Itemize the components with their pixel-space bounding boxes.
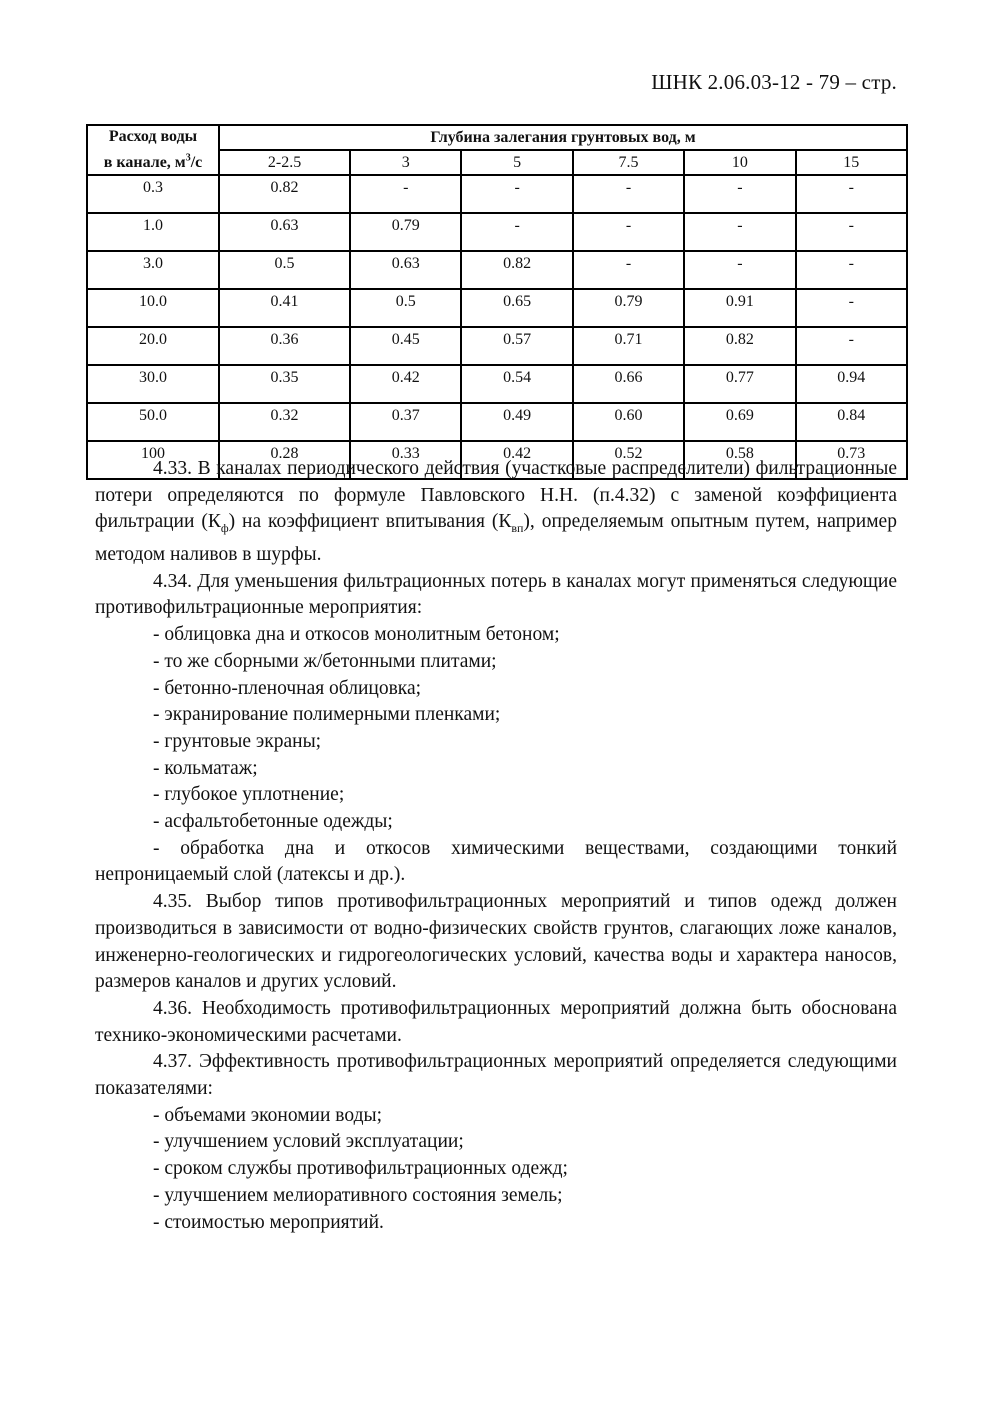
- list-item: - обработка дна и откосов химическими веществами, создающими тонкий непроницаемый слой (латексы и др.).: [95, 837, 897, 886]
- value-cell: -: [684, 175, 795, 213]
- value-cell: -: [573, 175, 684, 213]
- value-cell: 0.63: [219, 213, 350, 251]
- list-item: - стоимостью мероприятий.: [153, 1211, 384, 1233]
- value-cell: 0.79: [573, 289, 684, 327]
- flow-cell: 30.0: [87, 365, 219, 403]
- value-cell: 0.84: [796, 403, 907, 441]
- data-table: [86, 124, 908, 480]
- section-4-33: 4.33. В каналах периодического действия (участковые распределители) фильтрационные потери определяются по формуле Павловского Н.Н. (п.4.32) с заменой коэффициента фильтрации $(К_ф)$ на коэффициент впитывания $(К_{вп})$, определяемым опытным путем, например методом наливов в шурфы.: [95, 458, 897, 565]
- value-cell: 0.69: [684, 403, 795, 441]
- value-cell: -: [684, 251, 795, 289]
- table-header-row: [87, 125, 907, 150]
- value-cell: 0.32: [219, 403, 350, 441]
- value-cell: 0.36: [219, 327, 350, 365]
- list-item: - бетонно-пленочная облицовка;: [153, 677, 422, 699]
- value-cell: 0.71: [573, 327, 684, 365]
- value-cell: 0.58: [684, 441, 795, 479]
- value-cell: -: [684, 213, 795, 251]
- flow-cell: 0.3: [87, 175, 219, 213]
- value-cell: -: [796, 251, 907, 289]
- value-cell: -: [461, 175, 572, 213]
- indicators-list: [95, 1103, 897, 1237]
- section-4-34: 4.34. Для уменьшения фильтрационных потерь в каналах могут применяться следующие противофильтрационные мероприятия:: [95, 570, 897, 619]
- value-cell: 0.73: [796, 441, 907, 479]
- value-cell: 0.42: [461, 441, 572, 479]
- value-cell: -: [796, 175, 907, 213]
- value-cell: 0.82: [684, 327, 795, 365]
- section-4-36: 4.36. Необходимость противофильтрационных мероприятий должна быть обоснована технико-экономическими расчетами.: [95, 997, 897, 1046]
- column-header: 2-2.5: [219, 150, 350, 175]
- section-4-37: 4.37. Эффективность противофильтрационных мероприятий определяется следующими показателями:: [95, 1051, 897, 1100]
- list-item: - объемами экономии воды;: [153, 1104, 383, 1126]
- value-cell: 0.35: [219, 365, 350, 403]
- page-header: ШНК 2.06.03-12 - 79 – стр.: [651, 70, 897, 94]
- list-item: - кольматаж;: [153, 757, 258, 779]
- value-cell: 0.28: [219, 441, 350, 479]
- value-cell: 0.66: [573, 365, 684, 403]
- list-item: - облицовка дна и откосов монолитным бетоном;: [153, 624, 560, 646]
- value-cell: 0.57: [461, 327, 572, 365]
- flow-cell: 20.0: [87, 327, 219, 365]
- value-cell: 0.65: [461, 289, 572, 327]
- row-header-line1: Расход воды: [108, 128, 198, 145]
- column-header: 10: [684, 150, 795, 175]
- value-cell: 0.82: [461, 251, 572, 289]
- section-4-35: 4.35. Выбор типов противофильтрационных мероприятий и типов одежд должен производиться в зависимости от водно-физических свойств грунтов, слагающих ложе каналов, инженерно-геологических и гидрогеологических условий, качества воды и характера наносов, размеров каналов и других условий.: [95, 891, 897, 993]
- list-item: - улучшением мелиоративного состояния земель;: [153, 1184, 563, 1206]
- table-row: [87, 365, 907, 403]
- table-row: [87, 289, 907, 327]
- measures-list: [95, 622, 897, 889]
- value-cell: 0.5: [219, 251, 350, 289]
- document-body: [95, 456, 897, 1236]
- value-cell: 0.94: [796, 365, 907, 403]
- table-row: [87, 403, 907, 441]
- group-header-cell: Глубина залегания грунтовых вод, м: [219, 125, 907, 150]
- list-item: - сроком службы противофильтрационных одежд;: [153, 1158, 568, 1180]
- value-cell: 0.63: [350, 251, 461, 289]
- column-header: 3: [350, 150, 461, 175]
- value-cell: -: [796, 327, 907, 365]
- value-cell: -: [573, 251, 684, 289]
- value-cell: 0.49: [461, 403, 572, 441]
- table-row: [87, 327, 907, 365]
- flow-cell: 50.0: [87, 403, 219, 441]
- value-cell: 0.79: [350, 213, 461, 251]
- flow-cell: 3.0: [87, 251, 219, 289]
- table-row: [87, 213, 907, 251]
- value-cell: -: [573, 213, 684, 251]
- list-item: - глубокое уплотнение;: [153, 784, 345, 806]
- value-cell: -: [461, 213, 572, 251]
- value-cell: 0.60: [573, 403, 684, 441]
- table-row: [87, 175, 907, 213]
- value-cell: 0.77: [684, 365, 795, 403]
- value-cell: 0.52: [573, 441, 684, 479]
- flow-cell: 1.0: [87, 213, 219, 251]
- column-header: 15: [796, 150, 907, 175]
- value-cell: 0.41: [219, 289, 350, 327]
- value-cell: 0.91: [684, 289, 795, 327]
- value-cell: -: [350, 175, 461, 213]
- list-item: - асфальтобетонные одежды;: [153, 811, 393, 833]
- value-cell: 0.45: [350, 327, 461, 365]
- value-cell: 0.82: [219, 175, 350, 213]
- list-item: - улучшением условий эксплуатации;: [153, 1131, 464, 1153]
- table-row: [87, 251, 907, 289]
- list-item: - грунтовые экраны;: [153, 730, 322, 752]
- value-cell: 0.5: [350, 289, 461, 327]
- list-item: - экранирование полимерными пленками;: [153, 704, 501, 726]
- value-cell: 0.33: [350, 441, 461, 479]
- row-header-line2: в канале, $м^3/с$: [103, 153, 203, 172]
- flow-cell: 100: [87, 441, 219, 479]
- row-header-cell: [87, 125, 219, 175]
- value-cell: -: [796, 289, 907, 327]
- value-cell: 0.37: [350, 403, 461, 441]
- column-header: 5: [461, 150, 572, 175]
- column-header: 7.5: [573, 150, 684, 175]
- list-item: - то же сборными ж/бетонными плитами;: [153, 650, 497, 672]
- value-cell: 0.54: [461, 365, 572, 403]
- value-cell: -: [796, 213, 907, 251]
- flow-cell: 10.0: [87, 289, 219, 327]
- value-cell: 0.42: [350, 365, 461, 403]
